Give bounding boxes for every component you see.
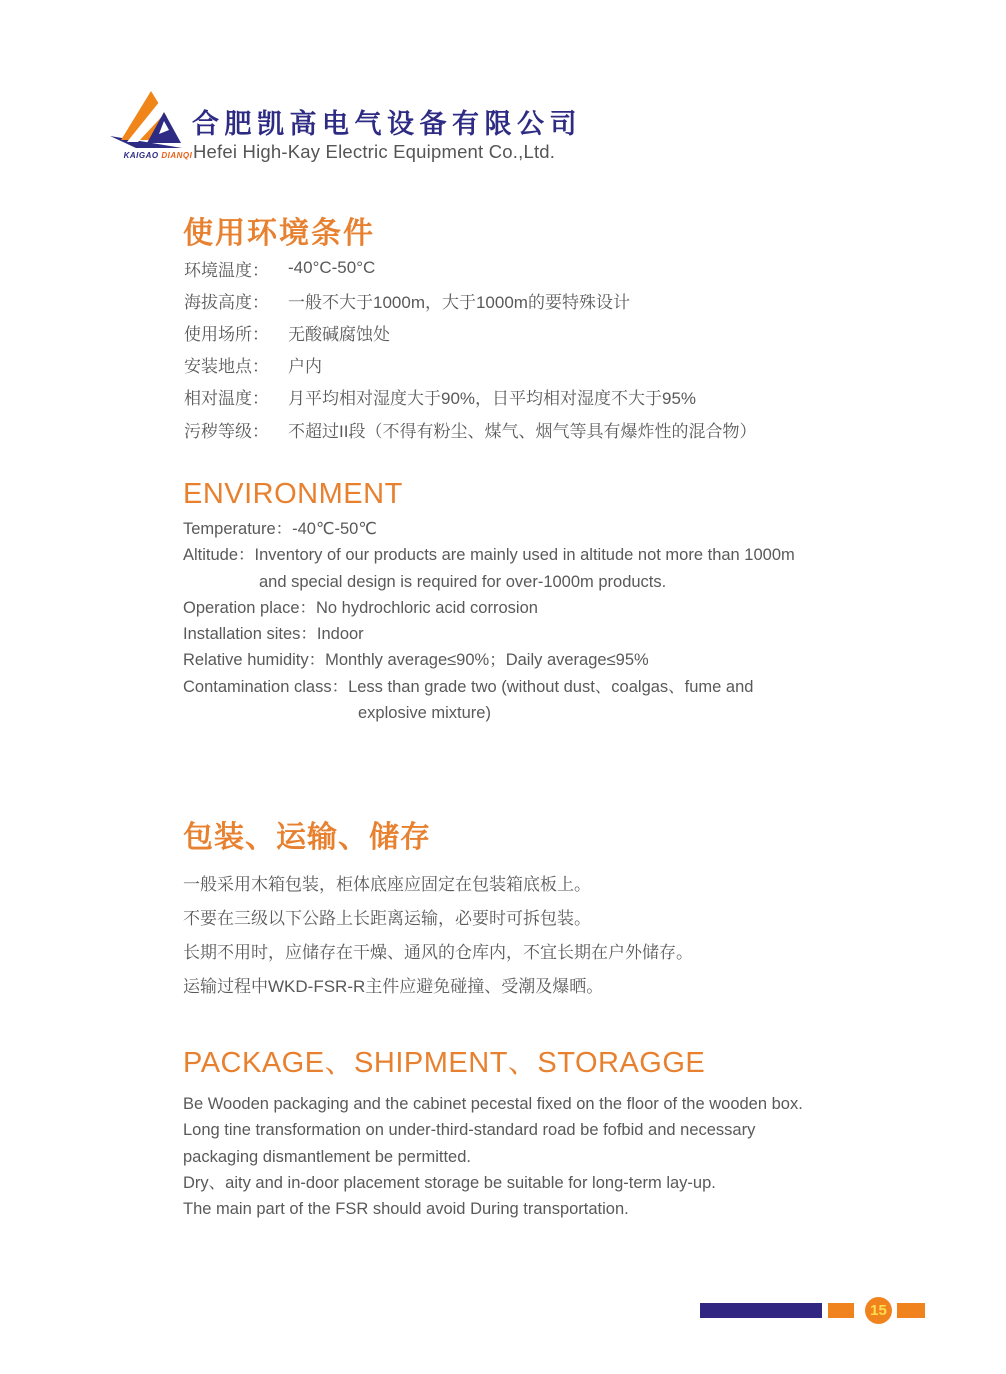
logo-brand-kaigao: KAIGAO — [123, 151, 159, 160]
env-en-line: Contamination class：Less than grade two (without dust、coalgas、fume and — [183, 677, 754, 696]
env-en-line: Relative humidity：Monthly average≤90%；Daily average≤95% — [183, 651, 649, 670]
section-title-env-en: ENVIRONMENT — [183, 478, 403, 510]
pack-en-line: Dry、aity and in-door placement storage be suitable for long-term lay-up. — [183, 1173, 716, 1192]
section-title-pack-cn: 包装、运输、储存 — [183, 821, 431, 854]
pack-en-line: packaging dismantlement be permitted. — [183, 1147, 471, 1166]
pack-cn-line: 一般采用木箱包装，柜体底座应固定在包装箱底板上。 — [183, 875, 591, 894]
spec-row-humidity — [184, 381, 756, 413]
spec-row-altitude — [184, 284, 756, 316]
spec-label: 使用场所： — [184, 324, 269, 344]
section-title-env-cn: 使用环境条件 — [183, 217, 375, 250]
pack-en-line: The main part of the FSR should avoid During transportation. — [183, 1200, 629, 1219]
env-en-line: Temperature：-40℃-50℃ — [183, 520, 377, 538]
footer-navy-bar — [700, 1303, 822, 1318]
spec-value: 户内 — [288, 357, 322, 377]
spec-value: 无酸碱腐蚀处 — [288, 324, 390, 344]
footer-orange-bar-right — [897, 1303, 925, 1318]
env-en-line: Installation sites：Indoor — [183, 625, 364, 644]
env-en-line: Operation place：No hydrochloric acid corrosion — [183, 598, 538, 617]
spec-value: 不超过II段（不得有粉尘、煤气、烟气等具有爆炸性的混合物） — [288, 421, 757, 441]
spec-row-temperature — [184, 252, 756, 284]
logo-brand-dianqi: DIANQI — [161, 151, 193, 160]
pack-en-line: Long tine transformation on under-third-standard road be fofbid and necessary — [183, 1121, 756, 1140]
spec-row-installation-site — [184, 349, 756, 381]
spec-label: 安装地点： — [184, 357, 269, 377]
pack-cn-line: 运输过程中WKD-FSR-R主件应避免碰撞、受潮及爆晒。 — [183, 977, 604, 996]
spec-value: 月平均相对湿度大于90%，日平均相对湿度不大于95% — [288, 389, 697, 409]
spec-label: 污秽等级： — [184, 421, 269, 441]
spec-row-operation-place — [184, 316, 756, 348]
spec-label: 相对温度： — [184, 389, 269, 409]
spec-label: 环境温度： — [184, 260, 269, 280]
footer-orange-bar-left — [828, 1303, 854, 1318]
env-en-line: Altitude：Inventory of our products are mainly used in altitude not more than 1000m — [183, 546, 795, 565]
env-en-paragraph — [183, 516, 795, 726]
env-en-line: and special design is required for over-1000m products. — [259, 572, 667, 591]
pack-cn-line: 不要在三级以下公路上长距离运输，必要时可拆包装。 — [183, 909, 591, 928]
pack-en-line: Be Wooden packaging and the cabinet pecestal fixed on the floor of the wooden box. — [183, 1095, 803, 1113]
page-number-badge: 15 — [865, 1297, 892, 1324]
spec-value: -40°C-50°C — [288, 258, 376, 278]
pack-cn-line: 长期不用时，应储存在干燥、通风的仓库内，不宜长期在户外储存。 — [183, 943, 693, 962]
env-spec-list — [184, 252, 756, 445]
spec-row-contamination — [184, 413, 756, 445]
company-name-english: Hefei High-Kay Electric Equipment Co.,Ltd. — [193, 141, 556, 162]
spec-value: 一般不大于1000m，大于1000m的要特殊设计 — [288, 292, 630, 312]
spec-label: 海拔高度： — [184, 292, 269, 312]
pack-en-paragraph — [183, 1091, 803, 1222]
env-en-line: explosive mixture) — [358, 704, 491, 723]
pack-cn-paragraph — [183, 868, 693, 1004]
company-name-chinese: 合肥凯高电气设备有限公司 — [192, 109, 582, 139]
section-title-pack-en: PACKAGE、SHIPMENT、STORAGGE — [183, 1047, 706, 1079]
